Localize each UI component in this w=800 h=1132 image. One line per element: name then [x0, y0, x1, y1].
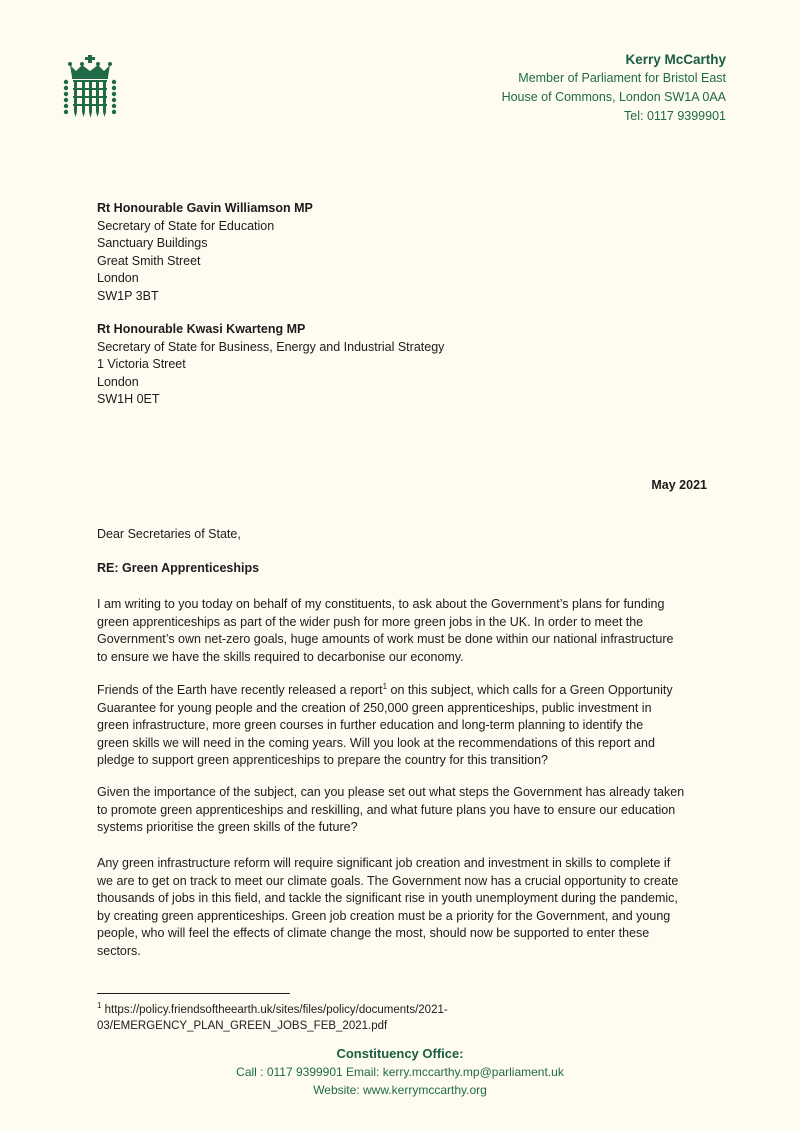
recipient-line: Sanctuary Buildings	[97, 236, 208, 250]
footnote-reference[interactable]: 1	[382, 682, 388, 691]
footnote-divider	[97, 993, 290, 994]
recipient-line: Great Smith Street	[97, 253, 201, 268]
paragraph-line	[97, 682, 737, 700]
footnote-url-part2[interactable]: 03/EMERGENCY_PLAN_GREEN_JOBS_FEB_2021.pdf	[97, 1020, 388, 1032]
paragraph-line: by creating green apprenticeships. Green job creation must be a priority for the Government, and young	[97, 908, 671, 923]
footnote-line	[97, 1002, 448, 1018]
paragraph-line: green apprenticeships as part of the wider push for more green jobs in the UK. In order to meet the	[97, 614, 644, 629]
footnote-marker: 1	[97, 1001, 102, 1010]
letter-date: May 2021	[651, 478, 707, 492]
paragraph-line: sectors.	[97, 943, 141, 958]
paragraph-line: we are to get on track to meet our climate goals. The Government now has a crucial opportunity to create	[97, 873, 679, 888]
paragraph-line: to ensure we have the skills required to decarbonise our economy.	[97, 649, 464, 664]
recipient-name: Rt Honourable Kwasi Kwarteng MP	[97, 322, 306, 336]
mp-address: House of Commons, London SW1A 0AA	[501, 90, 726, 104]
letterhead	[502, 50, 726, 126]
mp-name: Kerry McCarthy	[625, 52, 726, 67]
recipient-address-1	[97, 200, 313, 305]
paragraph-line: to promote green apprenticeships and reskilling, and what future plans you have to ensure our education	[97, 802, 676, 817]
body-paragraph-2	[97, 682, 737, 770]
recipient-line: London	[97, 374, 139, 389]
salutation: Dear Secretaries of State,	[97, 527, 241, 541]
body-paragraph-4	[97, 855, 737, 960]
body-paragraph-1	[97, 596, 737, 666]
constituency-office-footer	[0, 1045, 800, 1099]
paragraph-line: Guarantee for young people and the creation of 250,000 green apprenticeships, public investment in	[97, 700, 652, 715]
recipient-line: Secretary of State for Business, Energy and Industrial Strategy	[97, 339, 445, 354]
recipient-name: Rt Honourable Gavin Williamson MP	[97, 201, 313, 215]
paragraph-line: pledge to support green apprenticeships to prepare the country for this transition?	[97, 753, 548, 767]
body-paragraph-3	[97, 784, 737, 837]
recipient-line: SW1P 3BT	[97, 288, 159, 303]
paragraph-line: Government’s own net-zero goals, huge amounts of work must be done within our national infrastructure	[97, 632, 674, 646]
mp-role: Member of Parliament for Bristol East	[518, 71, 726, 85]
footer-contact: Call : 0117 9399901 Email: kerry.mccarthy.mp@parliament.uk	[236, 1065, 564, 1079]
paragraph-line: green infrastructure, more green courses in further education and long-term planning to identify the	[97, 718, 644, 732]
paragraph-line: Any green infrastructure reform will require significant job creation and investment in skills to complete if	[97, 856, 671, 870]
paragraph-line: Given the importance of the subject, can you please set out what steps the Government has already taken	[97, 785, 685, 799]
paragraph-line: people, who will feel the effects of climate change the most, should now be supported to enter these	[97, 926, 650, 940]
paragraph-line: thousands of jobs in this field, and tackle the significant rise in youth unemployment during the pandemic,	[97, 891, 678, 905]
recipient-line: 1 Victoria Street	[97, 357, 186, 371]
footnote	[97, 1002, 448, 1034]
recipient-line: London	[97, 271, 139, 285]
paragraph-text: Friends of the Earth have recently released a report	[97, 683, 383, 697]
paragraph-line: I am writing to you today on behalf of my constituents, to ask about the Government’s plans for funding	[97, 597, 665, 611]
paragraph-line: systems prioritise the green skills of the future?	[97, 820, 358, 834]
subject-line: RE: Green Apprenticeships	[97, 561, 260, 575]
footnote-url-part1[interactable]: https://policy.friendsoftheearth.uk/sites/files/policy/documents/2021-	[101, 1004, 448, 1016]
recipient-address-2	[97, 321, 444, 409]
recipient-line: Secretary of State for Education	[97, 218, 275, 233]
footer-title: Constituency Office:	[336, 1046, 464, 1061]
mp-telephone: Tel: 0117 9399901	[624, 109, 726, 123]
paragraph-text: on this subject, which calls for a Green Opportunity	[387, 683, 673, 697]
paragraph-line: green skills we will need in the coming years. Will you look at the recommendations of this report and	[97, 735, 655, 750]
portcullis-crest-icon	[62, 55, 118, 119]
footer-website: Website: www.kerrymccarthy.org	[313, 1083, 487, 1097]
recipient-line: SW1H 0ET	[97, 392, 160, 406]
